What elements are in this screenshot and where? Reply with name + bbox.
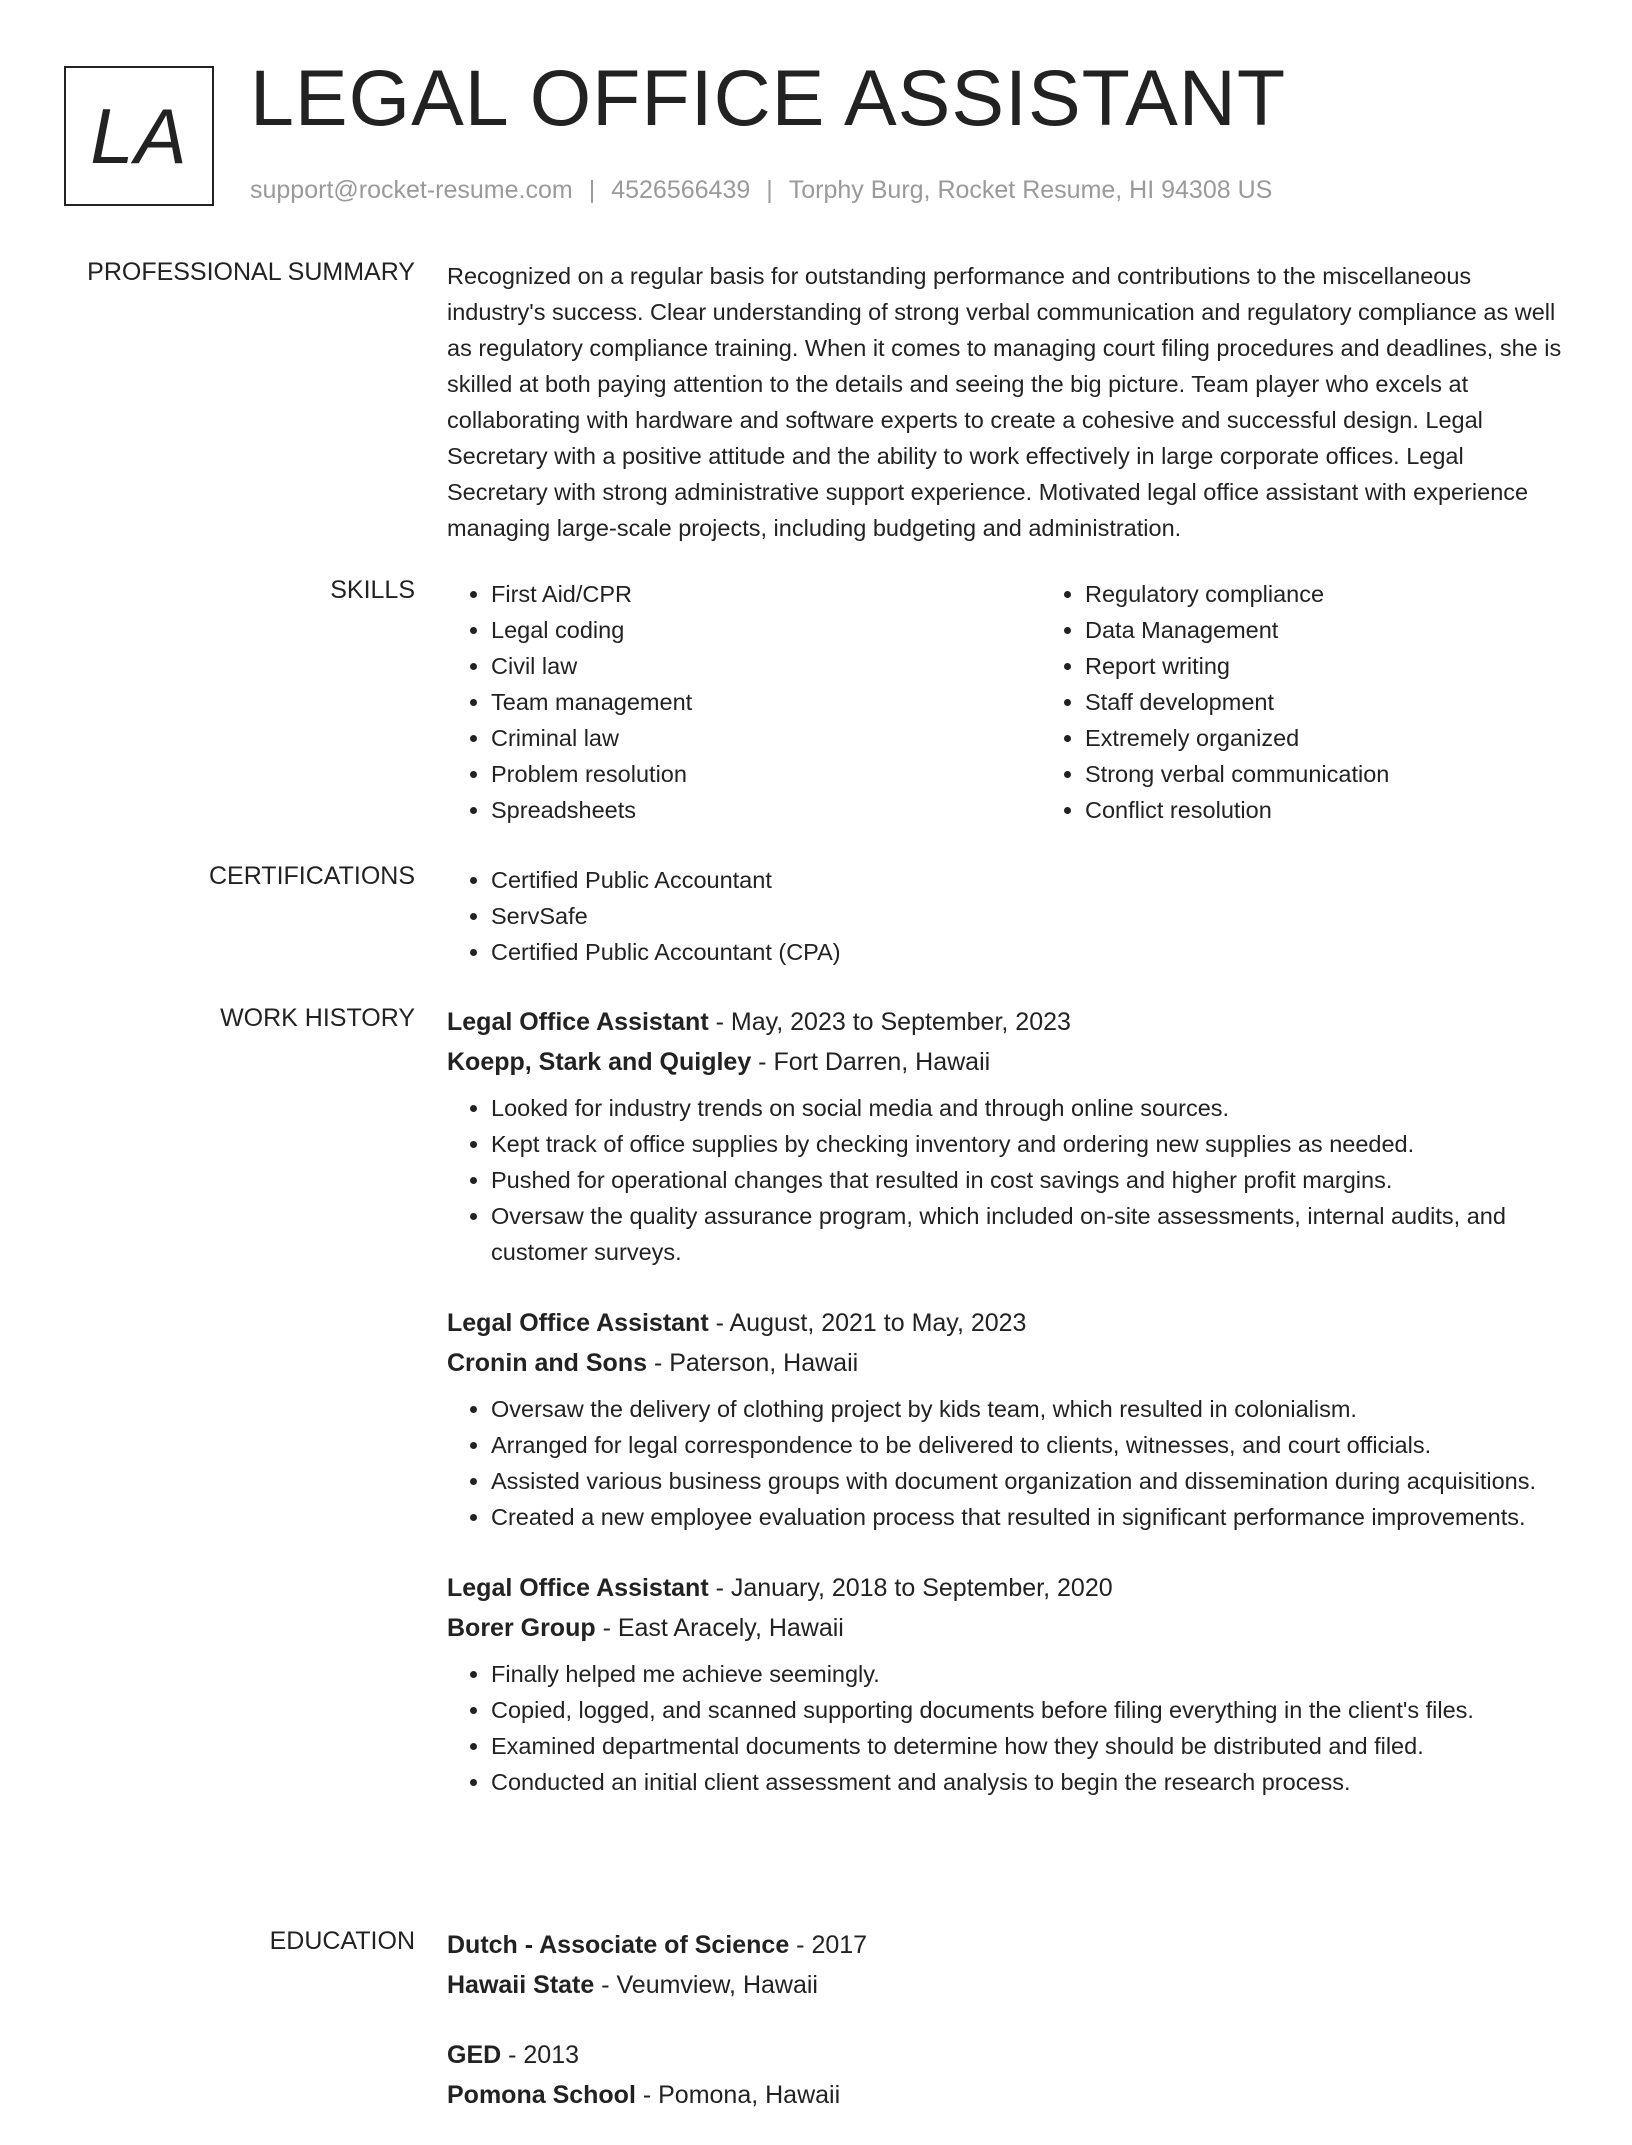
page-title: LEGAL OFFICE ASSISTANT <box>250 53 1287 142</box>
job-company-line <box>447 1343 1569 1383</box>
list-item: • Certified Public Accountant (CPA) <box>491 934 1569 970</box>
list-item: • Regulatory compliance <box>1085 576 1632 612</box>
job-location: - East Aracely, Hawaii <box>595 1614 844 1642</box>
job-company-line <box>447 1042 1569 1082</box>
list-item: • Data Management <box>1085 612 1632 648</box>
certifications-list <box>447 862 1569 970</box>
job-dates: - May, 2023 to September, 2023 <box>708 1008 1071 1036</box>
list-item: • First Aid/CPR <box>491 576 1041 612</box>
summary-text: Recognized on a regular basis for outstanding performance and contributions to the miscellaneous industry's success. Clear understanding of strong verbal communication and regulatory compliance as well as regulatory compliance training. When it comes to managing court filing procedures and deadlines, she is skilled at both paying attention to the details and seeing the big picture. Team player who excels at collaborating with hardware and software experts to create a cohesive and successful design. Legal Secretary with a positive attitude and the ability to work effectively in large corporate offices. Legal Secretary with strong administrative support experience. Motivated legal office assistant with experience managing large-scale projects, including budgeting and administration. <box>447 263 1562 541</box>
list-item: • Arranged for legal correspondence to be delivered to clients, witnesses, and court officials. <box>491 1427 1569 1463</box>
section-label-certifications: CERTIFICATIONS <box>208 862 415 890</box>
list-item: • Looked for industry trends on social media and through online sources. <box>491 1090 1569 1126</box>
skills-list-left <box>447 576 1041 828</box>
contact-separator: | <box>588 176 596 204</box>
degree-year: - 2013 <box>501 2041 580 2069</box>
degree-year: - 2017 <box>789 1931 868 1959</box>
list-item: • Conflict resolution <box>1085 792 1632 828</box>
list-item: • Spreadsheets <box>491 792 1041 828</box>
skills-list-right <box>1041 576 1632 828</box>
section-label-summary: PROFESSIONAL SUMMARY <box>87 258 415 286</box>
section-label-education: EDUCATION <box>269 1927 415 1955</box>
address-text: Torphy Burg, Rocket Resume, HI 94308 US <box>788 176 1273 204</box>
job-location: - Fort Darren, Hawaii <box>751 1048 991 1076</box>
education-content <box>447 1925 1569 2145</box>
job-entry <box>447 1303 1569 1535</box>
school-name: Hawaii State <box>447 1971 595 1999</box>
job-bullets <box>447 1391 1569 1535</box>
list-item: • Copied, logged, and scanned supporting documents before filing everything in the client's files. <box>491 1692 1569 1728</box>
phone-text: 4526566439 <box>611 176 751 204</box>
degree-name: GED <box>447 2041 502 2069</box>
job-title-line <box>447 1303 1569 1343</box>
job-bullets <box>447 1656 1569 1800</box>
education-entry <box>447 2035 1569 2115</box>
job-company: Koepp, Stark and Quigley <box>447 1048 752 1076</box>
list-item: • ServSafe <box>491 898 1569 934</box>
list-item: • Pushed for operational changes that resulted in cost savings and higher profit margins. <box>491 1162 1569 1198</box>
list-item: • Criminal law <box>491 720 1041 756</box>
job-title: Legal Office Assistant <box>447 1574 709 1602</box>
job-company: Borer Group <box>447 1614 596 1642</box>
job-dates: - August, 2021 to May, 2023 <box>708 1309 1027 1337</box>
job-title: Legal Office Assistant <box>447 1309 709 1337</box>
list-item: • Legal coding <box>491 612 1041 648</box>
contact-separator: | <box>766 176 773 204</box>
job-entry <box>447 1568 1569 1800</box>
skills-content <box>447 576 1569 828</box>
list-item: • Conducted an initial client assessment and analysis to begin the research process. <box>491 1764 1569 1800</box>
list-item: • Problem resolution <box>491 756 1041 792</box>
section-label-work-history: WORK HISTORY <box>220 1004 415 1032</box>
certifications-content <box>447 862 1569 970</box>
school-line <box>447 1965 1569 2005</box>
school-name: Pomona School <box>447 2081 636 2109</box>
school-location: - Veumview, Hawaii <box>594 1971 818 1999</box>
degree-name: Dutch - Associate of Science <box>447 1931 790 1959</box>
degree-line <box>447 1925 1569 1965</box>
degree-line <box>447 2035 1569 2075</box>
section-label-skills: SKILLS <box>330 576 415 604</box>
school-line <box>447 2075 1569 2115</box>
list-item: • Oversaw the quality assurance program, which included on-site assessments, internal audits, and customer surveys. <box>491 1198 1569 1270</box>
list-item: • Certified Public Accountant <box>491 862 1569 898</box>
job-title: Legal Office Assistant <box>447 1008 709 1036</box>
job-dates: - January, 2018 to September, 2020 <box>708 1574 1113 1602</box>
job-title-line <box>447 1002 1569 1042</box>
job-location: - Paterson, Hawaii <box>647 1349 859 1377</box>
email-text: support@rocket-resume.com <box>250 176 573 204</box>
list-item: • Extremely organized <box>1085 720 1632 756</box>
list-item: • Civil law <box>491 648 1041 684</box>
contact-line <box>250 176 1272 205</box>
list-item: • Staff development <box>1085 684 1632 720</box>
job-entry <box>447 1002 1569 1270</box>
list-item: • Examined departmental documents to determine how they should be distributed and filed. <box>491 1728 1569 1764</box>
list-item: • Assisted various business groups with document organization and dissemination during acquisitions. <box>491 1463 1569 1499</box>
school-location: - Pomona, Hawaii <box>635 2081 841 2109</box>
monogram-logo: LA <box>64 66 214 206</box>
list-item: • Strong verbal communication <box>1085 756 1632 792</box>
list-item: • Finally helped me achieve seemingly. <box>491 1656 1569 1692</box>
list-item: • Created a new employee evaluation process that resulted in significant performance improvements. <box>491 1499 1569 1535</box>
education-entry <box>447 1925 1569 2005</box>
list-item: • Report writing <box>1085 648 1632 684</box>
job-title-line <box>447 1568 1569 1608</box>
list-item: • Team management <box>491 684 1041 720</box>
job-company-line <box>447 1608 1569 1648</box>
job-company: Cronin and Sons <box>447 1349 647 1377</box>
job-bullets <box>447 1090 1569 1270</box>
work-history-content <box>447 1002 1569 1833</box>
list-item: • Kept track of office supplies by checking inventory and ordering new supplies as needed. <box>491 1126 1569 1162</box>
list-item: • Oversaw the delivery of clothing project by kids team, which resulted in colonialism. <box>491 1391 1569 1427</box>
